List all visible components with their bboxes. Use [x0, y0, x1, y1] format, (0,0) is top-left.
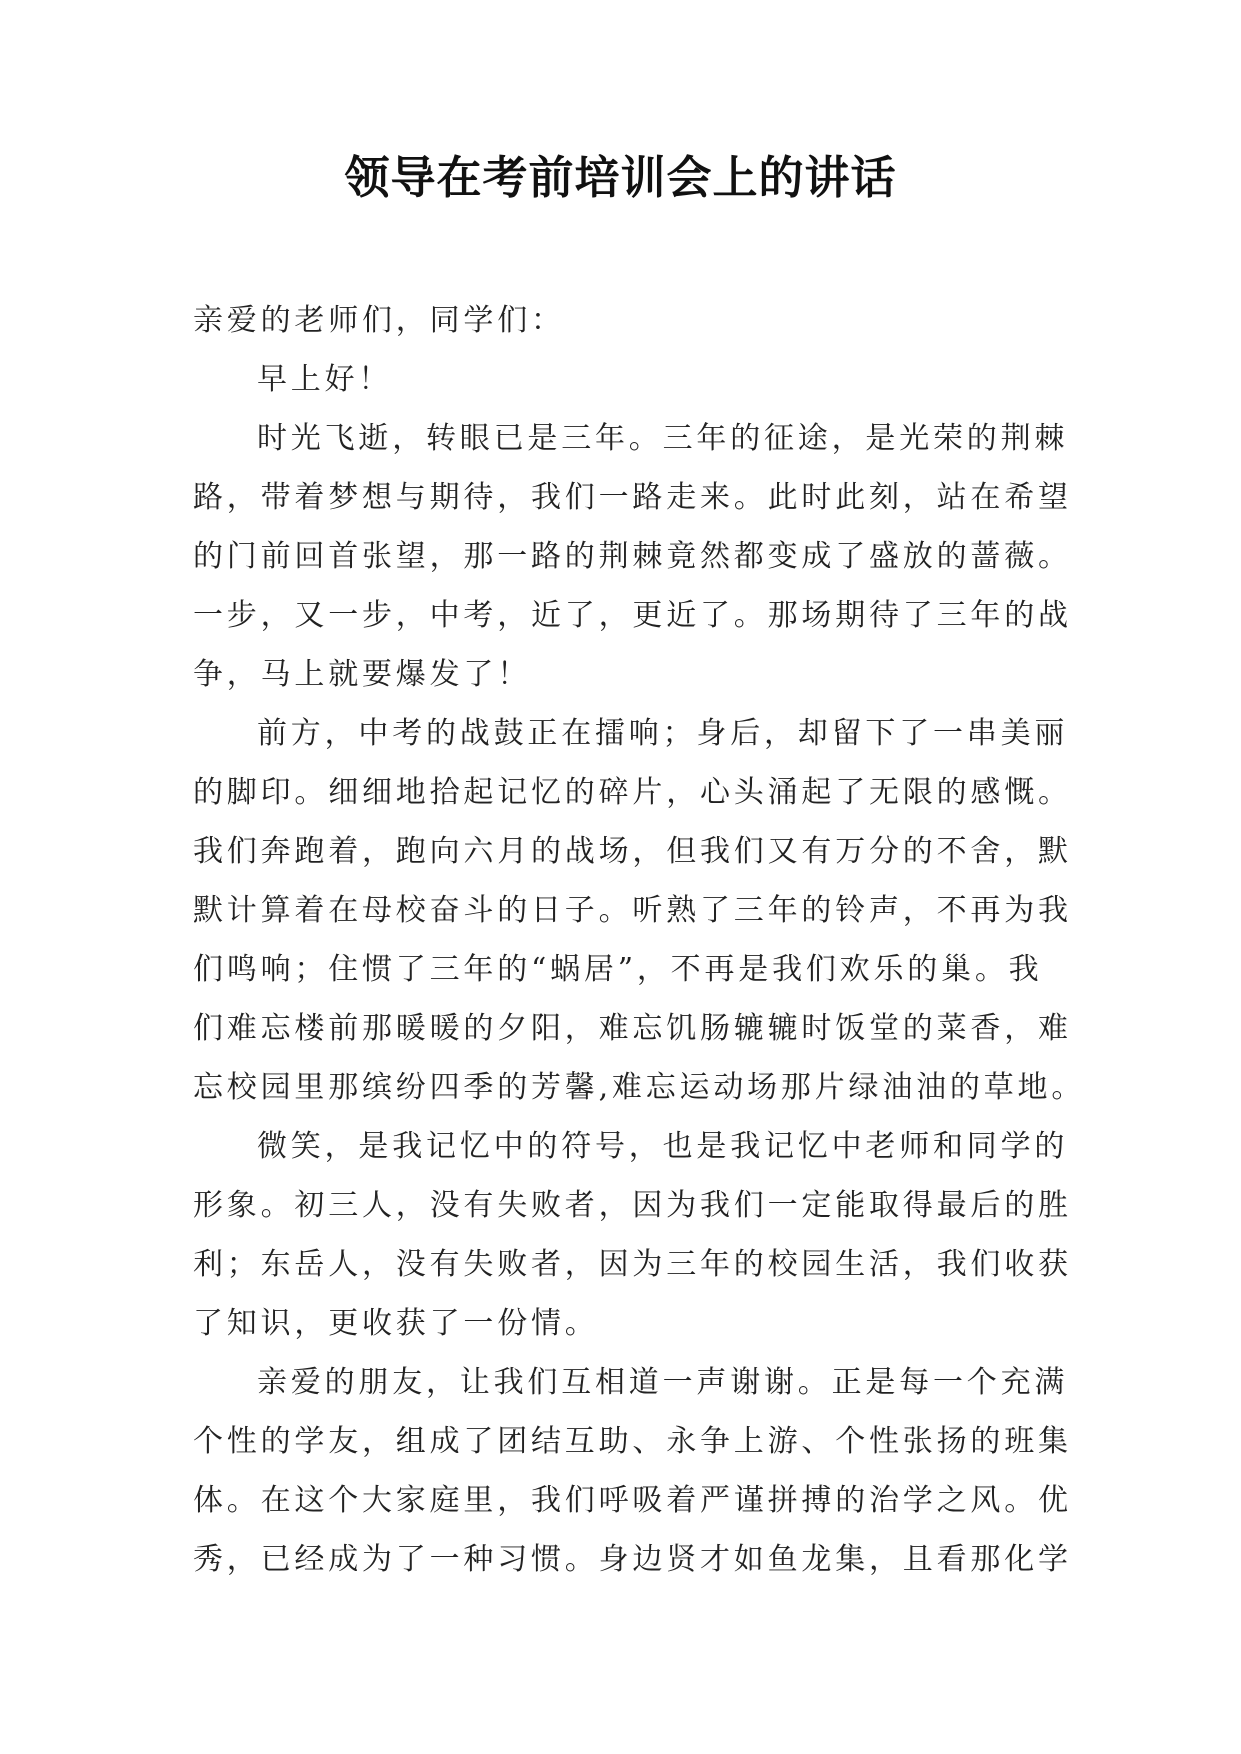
paragraph-line: 一步，又一步，中考，近了，更近了。那场期待了三年的战: [193, 598, 1072, 633]
paragraph-line: 了知识，更收获了一份情。: [193, 1306, 599, 1341]
paragraph-line: 们鸣响；住惯了三年的“蜗居”，不再是我们欢乐的巢。我: [193, 952, 1043, 987]
paragraph-line: 微笑，是我记忆中的符号，也是我记忆中老师和同学的: [257, 1129, 1069, 1164]
paragraph-line: 我们奔跑着，跑向六月的战场，但我们又有万分的不舍，默: [193, 834, 1072, 869]
paragraph-line: 忘校园里那缤纷四季的芳馨,难忘运动场那片绿油油的草地。: [193, 1070, 1086, 1105]
document-title: 领导在考前培训会上的讲话: [344, 151, 897, 204]
greeting-line: 亲爱的老师们，同学们：: [193, 303, 565, 338]
paragraph-line: 形象。初三人，没有失败者，因为我们一定能取得最后的胜: [193, 1188, 1072, 1223]
paragraph-line: 们难忘楼前那暖暖的夕阳，难忘饥肠辘辘时饭堂的菜香，难: [193, 1011, 1072, 1046]
paragraph-line: 秀，已经成为了一种习惯。身边贤才如鱼龙集，且看那化学: [193, 1542, 1072, 1577]
paragraph-line: 前方，中考的战鼓正在擂响；身后，却留下了一串美丽: [257, 716, 1069, 751]
paragraph-line: 默计算着在母校奋斗的日子。听熟了三年的铃声，不再为我: [193, 893, 1072, 928]
paragraph-line: 时光飞逝，转眼已是三年。三年的征途，是光荣的荆棘: [257, 421, 1069, 456]
paragraph-line: 个性的学友，组成了团结互助、永争上游、个性张扬的班集: [193, 1424, 1072, 1459]
paragraph-line: 争，马上就要爆发了！: [193, 657, 531, 692]
document-body: [193, 291, 1086, 1589]
paragraph-line: 亲爱的朋友，让我们互相道一声谢谢。正是每一个充满: [257, 1365, 1069, 1400]
paragraph-line: 早上好！: [257, 362, 393, 397]
paragraph-line: 路，带着梦想与期待，我们一路走来。此时此刻，站在希望: [193, 480, 1072, 515]
paragraph-line: 体。在这个大家庭里，我们呼吸着严谨拼搏的治学之风。优: [193, 1483, 1072, 1518]
paragraph-line: 利；东岳人，没有失败者，因为三年的校园生活，我们收获: [193, 1247, 1072, 1282]
paragraph-line: 的门前回首张望，那一路的荆棘竟然都变成了盛放的蔷薇。: [193, 539, 1072, 574]
paragraph-line: 的脚印。细细地拾起记忆的碎片，心头涌起了无限的感慨。: [193, 775, 1072, 810]
